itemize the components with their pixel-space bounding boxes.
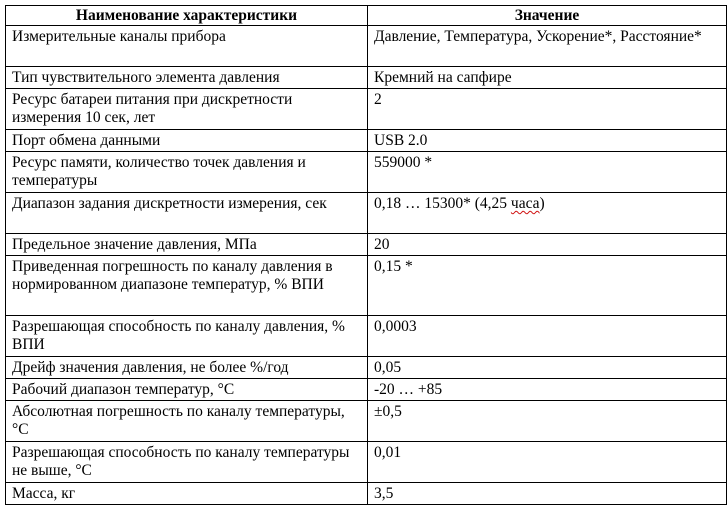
row-value-cell: 3,5 [368,483,727,505]
row-value-cell: 0,15 * [368,256,727,316]
table-row [6,316,727,357]
row-name-cell: Измерительные каналы прибора [6,26,368,67]
row-value-cell: USB 2.0 [368,130,727,152]
row-name-cell: Предельное значение давления, МПа [6,234,368,256]
table-row [6,379,727,401]
row-name-cell: Разрешающая способность по каналу давления, % ВПИ [6,316,368,357]
value-text: 0,18 … 15300* (4,25 [374,195,511,212]
value-text-tail: ) [539,195,545,212]
row-name-cell: Рабочий диапазон температур, °С [6,379,368,401]
row-name-cell: Ресурс батареи питания при дискретности измерения 10 сек, лет [6,89,368,130]
row-value-cell: Кремний на сапфире [368,67,727,89]
table-row [6,193,727,234]
row-value-cell: 20 [368,234,727,256]
row-name-cell: Порт обмена данными [6,130,368,152]
header-name-cell: Наименование характеристики [6,6,368,26]
table-row [6,442,727,483]
table-header-row [6,6,727,26]
row-value-cell: 0,01 [368,442,727,483]
row-name-cell: Тип чувствительного элемента давления [6,67,368,89]
spellcheck-flagged-word: часа [510,195,540,212]
table-row [6,256,727,316]
table-row [6,152,727,193]
table-row [6,401,727,442]
row-name-cell: Дрейф значения давления, не более %/год [6,357,368,379]
row-value-cell: 2 [368,89,727,130]
row-value-cell: 0,05 [368,357,727,379]
table-row [6,234,727,256]
row-name-cell: Ресурс памяти, количество точек давления и температуры [6,152,368,193]
row-name-cell: Абсолютная погрешность по каналу температуры, °С [6,401,368,442]
row-value-cell [368,193,727,234]
row-value-cell: Давление, Температура, Ускорение*, Расстояние* [368,26,727,67]
specifications-table [5,5,727,505]
row-value-cell: 559000 * [368,152,727,193]
row-value-cell: ±0,5 [368,401,727,442]
row-name-cell: Масса, кг [6,483,368,505]
row-value-cell: 0,0003 [368,316,727,357]
table-row [6,357,727,379]
table-row [6,89,727,130]
row-name-cell: Диапазон задания дискретности измерения, сек [6,193,368,234]
row-name-cell: Приведенная погрешность по каналу давления в нормированном диапазоне температур, % ВПИ [6,256,368,316]
table-row [6,67,727,89]
row-value-cell: -20 … +85 [368,379,727,401]
header-value-cell: Значение [368,6,727,26]
table-row [6,26,727,67]
table-row [6,483,727,505]
row-name-cell: Разрешающая способность по каналу температуры не выше, °С [6,442,368,483]
table-row [6,130,727,152]
